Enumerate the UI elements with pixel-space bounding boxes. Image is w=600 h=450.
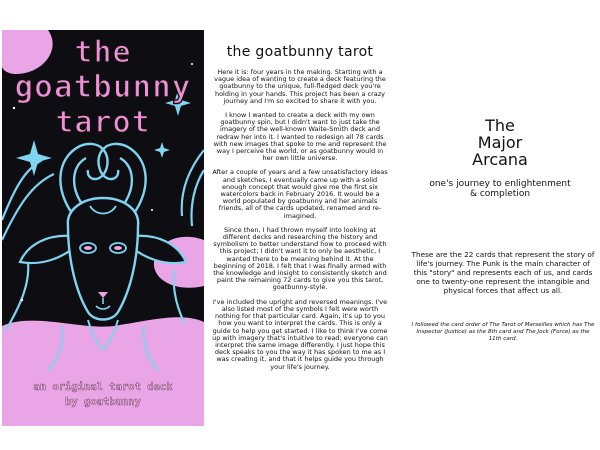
tarot-cover bbox=[2, 30, 204, 426]
title-line: Major bbox=[477, 133, 523, 152]
tagline-line: & completion bbox=[469, 188, 531, 199]
major-arcana-page bbox=[404, 0, 600, 450]
cover-subtitle: an original tarot deck bbox=[33, 381, 173, 393]
left-pupil bbox=[84, 246, 92, 250]
title-line: Arcana bbox=[472, 150, 528, 169]
title-line: The bbox=[485, 116, 515, 135]
tagline-line: one's journey to enlightenment bbox=[429, 179, 571, 189]
major-arcana-tagline bbox=[404, 180, 596, 199]
intro-heading: the goatbunny tarot bbox=[226, 44, 374, 60]
card-order-note: I followed the card order of The Tarot of Marseilles which has The Inspector (Justice) as the 8th card and The Jock (Force) as the 11th card. bbox=[411, 322, 595, 342]
sparkle bbox=[16, 140, 52, 176]
pink-blob-bottom bbox=[2, 317, 204, 426]
cover-title-goatbunny: goatbunny bbox=[14, 69, 192, 105]
intro-paragraph: Here it is: four years in the making. Starting with a vague idea of wanting to create a deck featuring the goatbunny to the unique, full-fledged deck you're holding in your hands. This project has been a crazy journey and I'm so excited to share it with you. bbox=[214, 68, 386, 105]
cover-title-tarot: tarot bbox=[55, 105, 151, 140]
intro-paragraph: I know I wanted to create a deck with my own goatbunny spin, but I didn't want to just take the imagery of the well-known Waite-Smith deck and redraw her into it. I wanted to redesign all 78 cards with new images that spoke to me and represent the way I perceive the world, or as goatbunny would in her own little universe. bbox=[213, 111, 387, 163]
intro-paragraph: After a couple of years and a few unsatisfactory ideas and sketches, I eventually came up with a solid enough concept that would give me the first six watercolors back in February 2016. It would be a world populated by goatbunny and her animals friends, all of the cards updated, renamed and re-imagined. bbox=[212, 168, 388, 220]
intro-paragraph: Since then, I had thrown myself into looking at different decks and researching the history and symbolism to better understand how to proceed with this project; I didn't want it to only be aesthetic, I wanted there to be meaning behind it. At the beginning of 2018, I felt that I was finally armed with the knowledge and insight to consistently sketch and paint the remaining 72 cards to give you this tarot, goatbunny-style. bbox=[213, 225, 387, 292]
cover-title-the: the bbox=[74, 35, 132, 70]
left-horn-ridge bbox=[74, 158, 86, 204]
right-horn-ridge bbox=[120, 158, 132, 204]
major-arcana-description: These are the 22 cards that represent the story of life's journey. The Punk is the main character of this "story" and represents each of us, and cards one to twenty-one represent the intangible and physical forces that affect us all. bbox=[411, 250, 595, 295]
major-arcana-title bbox=[404, 117, 596, 168]
cover-author: by goatbunny bbox=[65, 396, 141, 408]
intro-paragraph: I've included the upright and reversed meanings. I've also listed most of the symbols I felt were worth nothing for that particular card. Again, it's up to you how you want to interpret the cards. This is only a guide to help you get started. I like to think I've come up with imagery that's intuitive to read; everyone can interpret the same image differently. I just hope this deck speaks to you the way it has spoken to me as I was creating it, and that it helps guide you through your life's journey. bbox=[212, 297, 388, 371]
right-pupil bbox=[114, 246, 122, 250]
star bbox=[21, 299, 23, 301]
star bbox=[151, 209, 153, 211]
sparkle bbox=[154, 142, 170, 158]
intro-page bbox=[212, 44, 388, 378]
